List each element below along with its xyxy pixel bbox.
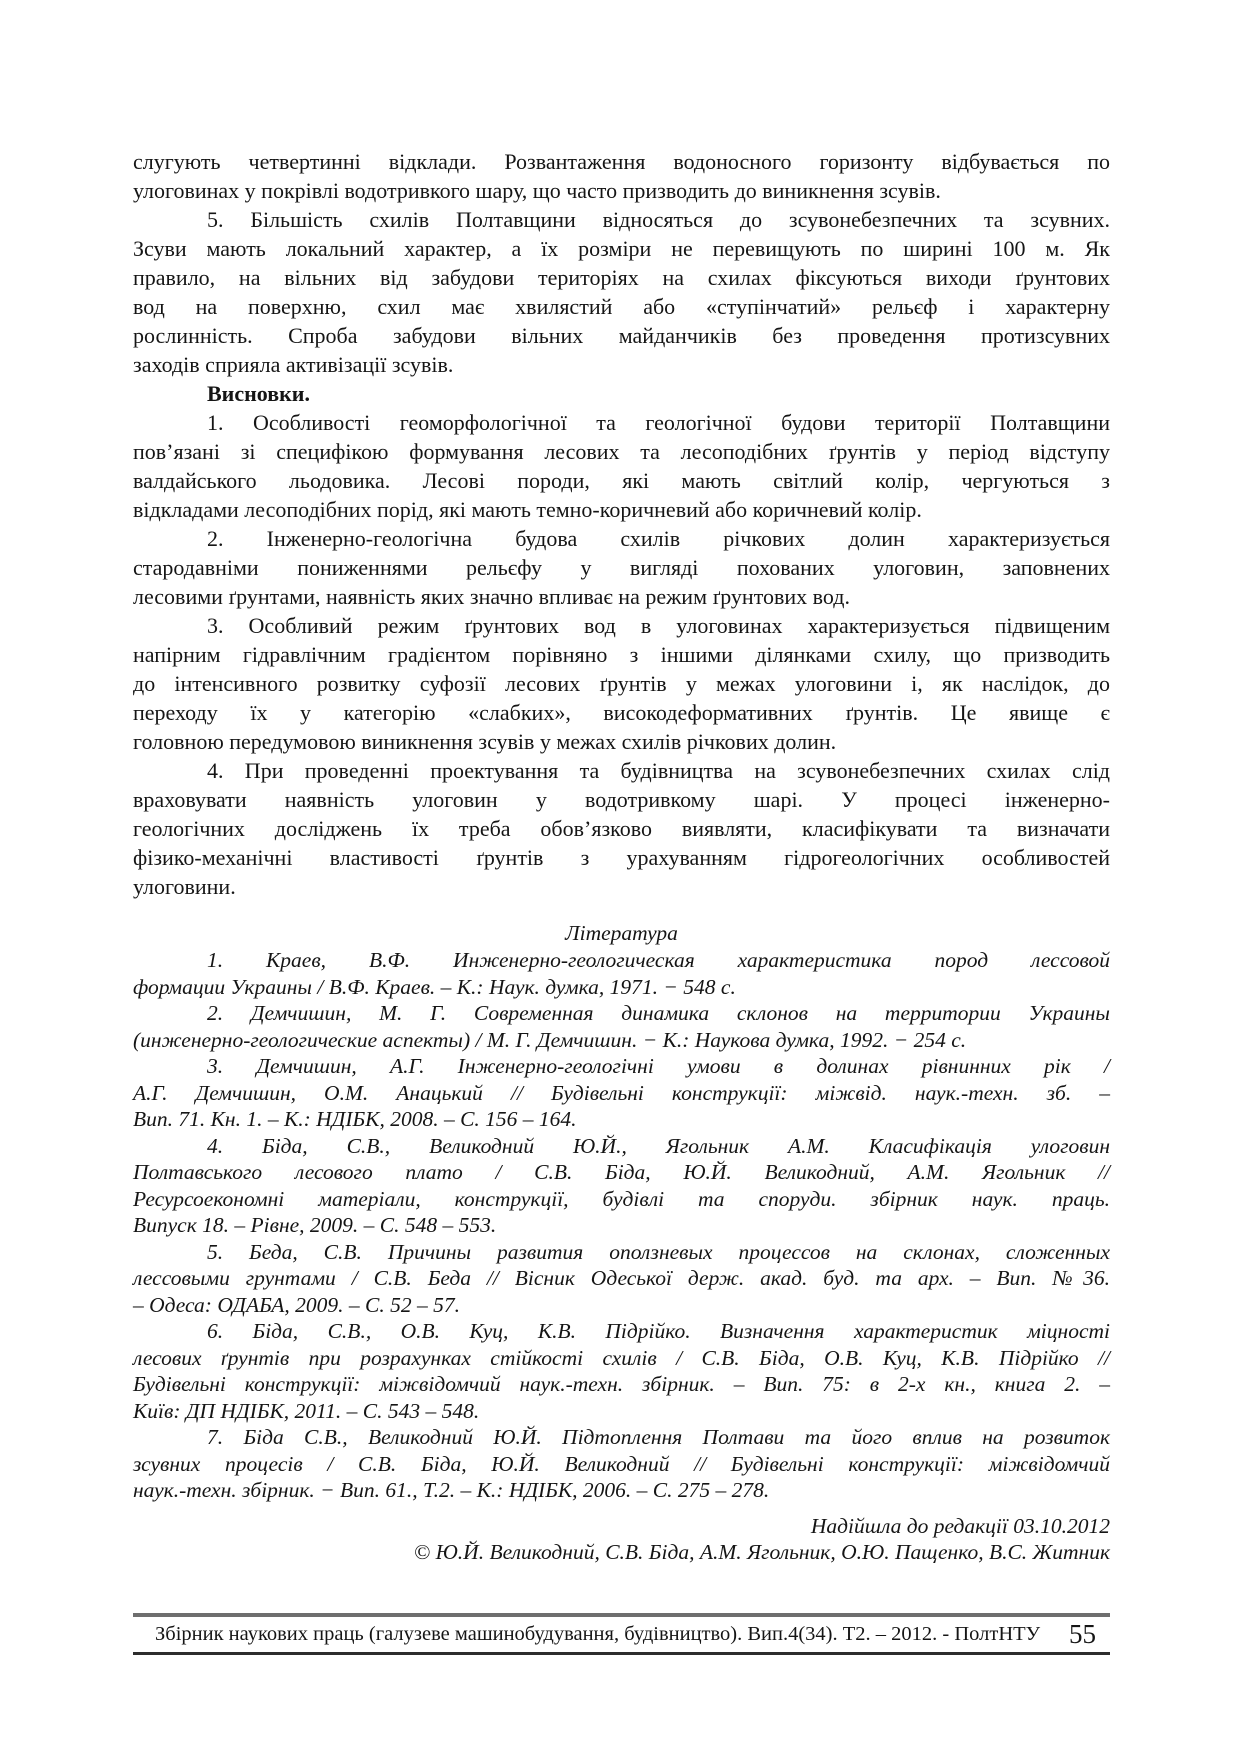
- reference-2: [133, 1000, 1110, 1053]
- text-line: вод на поверхню, схил має хвилястий або «ступінчатий» рельєф і характерну: [133, 294, 1110, 319]
- text-line: А.Г. Демчишин, О.М. Анацький // Будівельні конструкції: міжвід. наук.-техн. зб. –: [133, 1080, 1110, 1105]
- text-line: лесовими ґрунтами, наявність яких значно впливає на режим ґрунтових вод.: [133, 584, 850, 609]
- text-line: правило, на вільних від забудови територіях на схилах фіксуються виходи ґрунтових: [133, 265, 1110, 290]
- text-line: Київ: ДП НДІБК, 2011. – С. 543 – 548.: [133, 1398, 480, 1423]
- text-line: 5. Беда, С.В. Причины развития оползневых процессов на склонах, сложенных: [207, 1239, 1110, 1264]
- text-line: геологічних досліджень їх треба обов’язково виявляти, класифікувати та визначати: [133, 816, 1110, 841]
- conclusion-4: [133, 756, 1110, 901]
- reference-6: [133, 1318, 1110, 1424]
- text-line: Вип. 71. Кн. 1. – К.: НДІБК, 2008. – С. 156 – 164.: [133, 1107, 577, 1131]
- text-line: Полтавського лесового плато / С.В. Біда, Ю.Й. Великодний, А.М. Ягольник //: [133, 1160, 1110, 1184]
- text-line: фізико-механічні властивості ґрунтів з урахуванням гідрогеологічних особливостей: [133, 845, 1110, 870]
- paragraph-continuation: [133, 147, 1110, 205]
- text-line: рослинність. Спроба забудови вільних майданчиків без проведення протизсувних: [133, 323, 1110, 348]
- text-line: Зсуви мають локальний характер, а їх розміри не перевищують по ширині 100 м. Як: [133, 236, 1110, 261]
- paragraph-5: [133, 205, 1110, 379]
- text-line: зсувних процесів / С.В. Біда, Ю.Й. Великодний // Будівельні конструкції: міжвідомчий: [133, 1451, 1110, 1476]
- conclusion-2: [133, 524, 1110, 611]
- text-line: 7. Біда С.В., Великодний Ю.Й. Підтоплення Полтави та його вплив на розвиток: [207, 1425, 1110, 1449]
- text-line: 1. Особливості геоморфологічної та геологічної будови території Полтавщини: [207, 410, 1110, 435]
- text-line: 5. Більшість схилів Полтавщини відносяться до зсувонебезпечних та зсувних.: [207, 207, 1110, 232]
- reference-1: [133, 947, 1110, 1000]
- text-line: улоговинах у покрівлі водотривкого шару, що часто призводить до виникнення зсувів.: [133, 178, 941, 203]
- text-line: улоговини.: [133, 874, 236, 899]
- text-line: наук.-техн. збірник. − Вип. 61., Т.2. – К.: НДІБК, 2006. – С. 275 – 278.: [133, 1478, 770, 1502]
- text-line: заходів сприяла активізації зсувів.: [133, 352, 454, 377]
- text-line: 2. Інженерно-геологічна будова схилів річкових долин характеризується: [207, 526, 1110, 551]
- text-line: (инженерно-геологические аспекты) / М. Г. Демчишин. − К.: Наукова думка, 1992. − 254 с.: [133, 1027, 967, 1052]
- conclusion-3: [133, 611, 1110, 756]
- text-line: Випуск 18. – Рівне, 2009. – С. 548 – 553.: [133, 1213, 497, 1237]
- page-footer: [133, 1613, 1110, 1655]
- footer-bar: [133, 1617, 1110, 1655]
- text-line: головною передумовою виникнення зсувів у межах схилів річкових долин.: [133, 729, 837, 754]
- text-line: до інтенсивного розвитку суфозії лесових ґрунтів у межах улоговини і, як наслідок, до: [133, 671, 1110, 696]
- text-line: 4. Біда, С.В., Великодний Ю.Й., Ягольник А.М. Класифікація улоговин: [207, 1133, 1110, 1158]
- literature-heading: [133, 920, 1110, 947]
- text-line: Ресурсоекономні матеріали, конструкції, будівлі та споруди. збірник наук. праць.: [133, 1186, 1110, 1211]
- text-line: 3. Демчишин, А.Г. Інженерно-геологічні умови в долинах рівнинних рік /: [207, 1054, 1110, 1078]
- text-line: стародавніми пониженнями рельєфу у вигляді похованих улоговин, заповнених: [133, 555, 1110, 580]
- page-number: 55: [1069, 1619, 1096, 1649]
- text-line: лесових ґрунтів при розрахунках стійкості схилів / С.В. Біда, О.В. Куц, К.В. Підрійко //: [133, 1345, 1110, 1370]
- reference-3: [133, 1053, 1110, 1133]
- text-line: валдайського льодовика. Лесові породи, які мають світлий колір, чергуються з: [133, 468, 1110, 493]
- text-line: Надійшла до редакції 03.10.2012: [810, 1513, 1110, 1538]
- received-note: [133, 1513, 1110, 1540]
- conclusion-1: [133, 408, 1110, 524]
- text-line: © Ю.Й. Великодний, С.В. Біда, А.М. Ягольник, О.Ю. Пащенко, В.С. Житник: [413, 1540, 1110, 1564]
- conclusions-heading: [133, 379, 1110, 408]
- reference-4: [133, 1133, 1110, 1239]
- text-line: лессовыми грунтами / С.В. Беда // Вісник Одеської держ. акад. буд. та арх. – Вип. №36.: [133, 1266, 1110, 1290]
- text-line: Висновки.: [207, 381, 310, 406]
- text-line: Будівельні конструкції: міжвідомчий наук.-техн. збірник. – Вип. 75: в 2-х кн., книга 2. –: [133, 1372, 1110, 1396]
- text-line: 6. Біда, С.В., О.В. Куц, К.В. Підрійко. Визначення характеристик міцності: [207, 1319, 1110, 1343]
- text-line: Література: [565, 921, 678, 945]
- text-line: 3. Особливий режим ґрунтових вод в улоговинах характеризується підвищеним: [207, 613, 1110, 638]
- text-line: 2. Демчишин, М. Г. Современная динамика склонов на территории Украины: [207, 1001, 1110, 1025]
- document-body: [133, 147, 1110, 1566]
- text-line: напірним гідравлічним градієнтом порівняно з іншими ділянками схилу, що призводить: [133, 642, 1110, 667]
- text-line: враховувати наявність улоговин у водотривкому шарі. У процесі інженерно-: [133, 787, 1110, 812]
- reference-7: [133, 1424, 1110, 1504]
- text-line: – Одеса: ОДАБА, 2009. – С. 52 – 57.: [133, 1292, 460, 1317]
- text-line: відкладами лесоподібних порід, які мають темно-коричневий або коричневий колір.: [133, 497, 922, 522]
- text-line: слугують четвертинні відклади. Розвантаження водоносного горизонту відбувається по: [133, 149, 1110, 174]
- journal-citation: Збірник наукових праць (галузеве машинобудування, будівництво). Вип.4(34). Т2. – 2012. - ПолтНТУ: [155, 1623, 1041, 1645]
- text-line: пов’язані зі специфікою формування лесових та лесоподібних ґрунтів у період відступу: [133, 439, 1110, 464]
- copyright-line: [133, 1539, 1110, 1566]
- text-line: формации Украины / В.Ф. Краев. – К.: Наук. думка, 1971. − 548 с.: [133, 974, 736, 999]
- text-line: переходу їх у категорію «слабких», високодеформативних ґрунтів. Це явище є: [133, 700, 1110, 725]
- reference-5: [133, 1239, 1110, 1319]
- text-line: 1. Краев, В.Ф. Инженерно-геологическая характеристика пород лессовой: [207, 948, 1110, 972]
- text-line: 4. При проведенні проектування та будівництва на зсувонебезпечних схилах слід: [207, 758, 1110, 783]
